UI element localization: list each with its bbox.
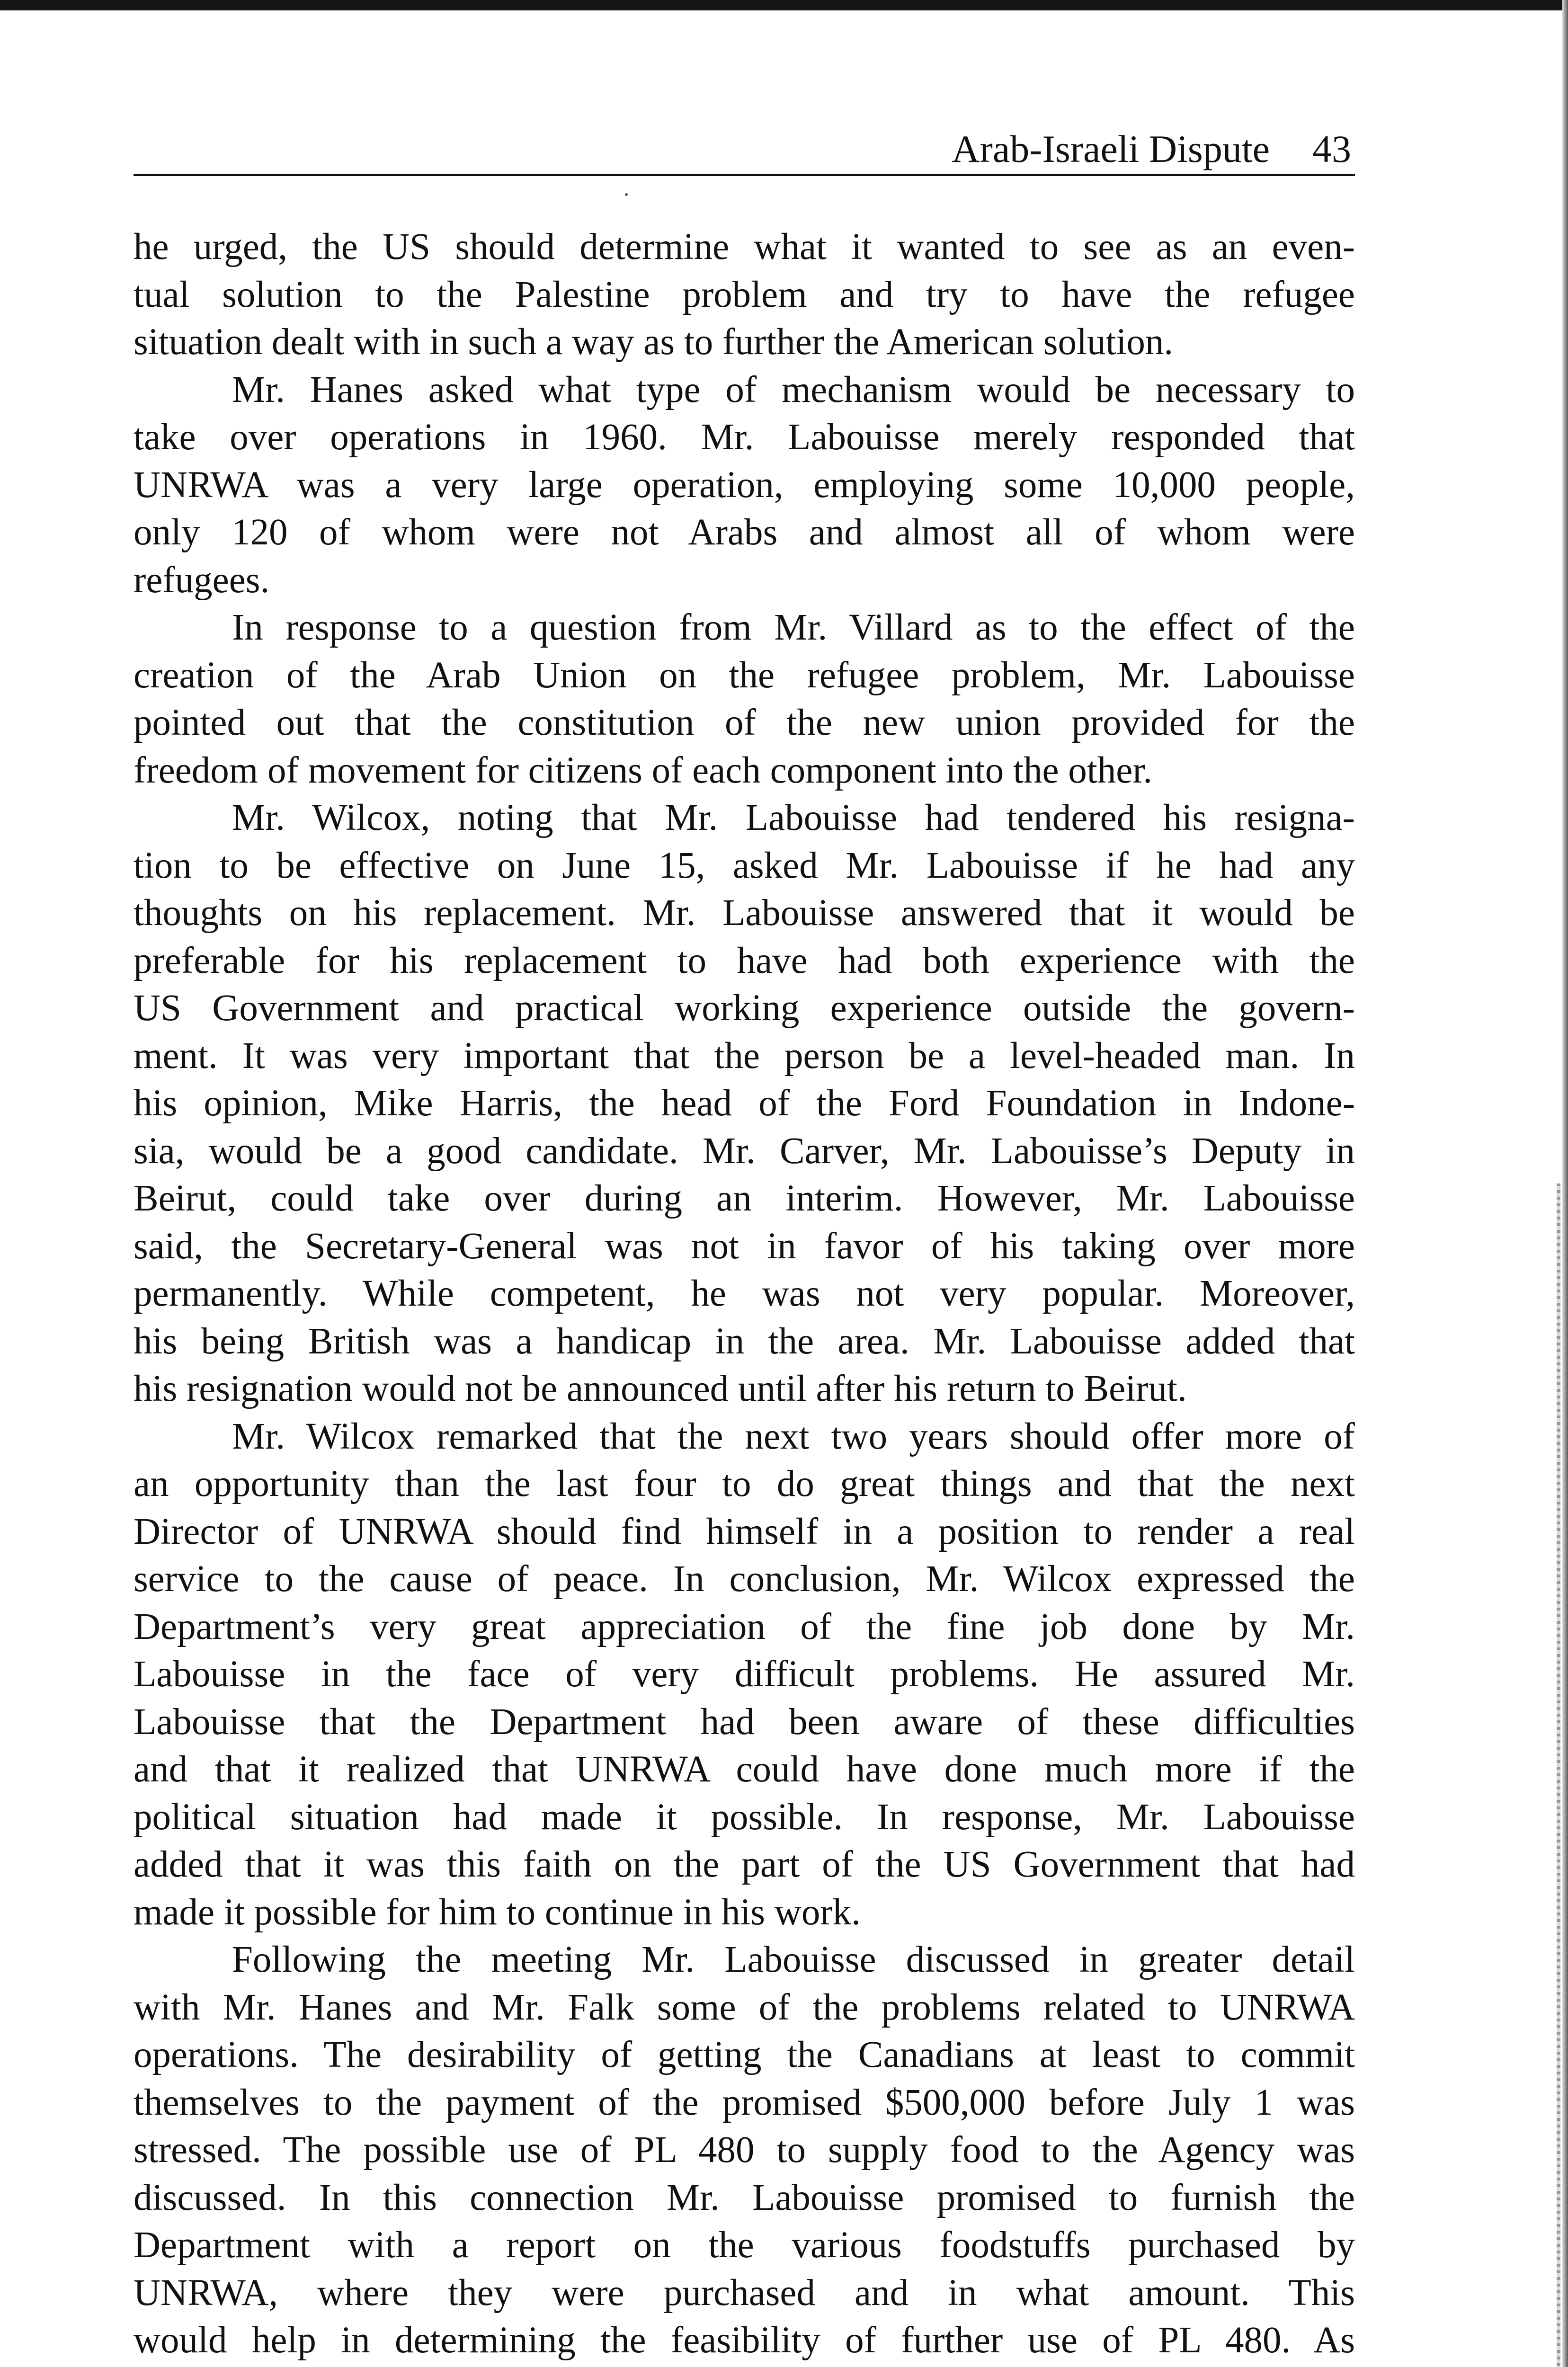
body-line: refugees. <box>134 559 270 601</box>
body-line: Mr. Wilcox, noting that Mr. Labouisse had tendered his resigna- <box>232 797 1355 838</box>
body-line: permanently. While competent, he was not very popular. Moreover, <box>134 1273 1355 1314</box>
body-line: Department with a report on the various foodstuffs purchased by <box>134 2225 1355 2266</box>
header-rule <box>134 174 1355 176</box>
body-line: Following the meeting Mr. Labouisse discussed in greater detail <box>232 1939 1355 1980</box>
body-line: made it possible for him to continue in his work. <box>134 1891 861 1933</box>
running-head-title: Arab-Israeli Dispute <box>952 127 1270 170</box>
body-line: added that it was this faith on the part of the US Government that had <box>134 1844 1355 1885</box>
body-line: service to the cause of peace. In conclusion, Mr. Wilcox expressed the <box>134 1558 1355 1600</box>
body-line: Labouisse in the face of very difficult problems. He assured Mr. <box>134 1654 1355 1695</box>
body-line: Director of UNRWA should find himself in a position to render a real <box>134 1511 1355 1552</box>
body-line: themselves to the payment of the promised $500,000 before July 1 was <box>134 2082 1355 2123</box>
body-line: political situation had made it possible. In response, Mr. Labouisse <box>134 1796 1355 1838</box>
body-line: Department’s very great appreciation of the fine job done by Mr. <box>134 1606 1355 1647</box>
body-line: an opportunity than the last four to do great things and that the next <box>134 1463 1355 1504</box>
body-line: preferable for his replacement to have had both experience with the <box>134 940 1355 981</box>
body-line: his opinion, Mike Harris, the head of the Ford Foundation in Indone- <box>134 1083 1355 1124</box>
body-line: sia, would be a good candidate. Mr. Carver, Mr. Labouisse’s Deputy in <box>134 1130 1355 1172</box>
body-line: freedom of movement for citizens of each component into the other. <box>134 749 1153 791</box>
body-line: his being British was a handicap in the area. Mr. Labouisse added that <box>134 1320 1355 1362</box>
body-line: tion to be effective on June 15, asked Mr. Labouisse if he had any <box>134 845 1355 886</box>
scan-binding-shadow <box>1557 1184 1560 2367</box>
page-number: 43 <box>1312 127 1351 170</box>
running-head <box>134 124 1355 176</box>
body-line: his resignation would not be announced until after his return to Beirut. <box>134 1368 1187 1409</box>
body-line: take over operations in 1960. Mr. Labouisse merely responded that <box>134 417 1355 458</box>
body-line: said, the Secretary-General was not in favor of his taking over more <box>134 1225 1355 1267</box>
body-line: pointed out that the constitution of the new union provided for the <box>134 702 1355 743</box>
body-line: In response to a question from Mr. Villard as to the effect of the <box>232 607 1355 648</box>
body-line: operations. The desirability of getting the Canadians at least to commit <box>134 2034 1355 2075</box>
body-line: Labouisse that the Department had been aware of these difficulties <box>134 1701 1355 1743</box>
body-line: with Mr. Hanes and Mr. Falk some of the problems related to UNRWA <box>134 1986 1355 2028</box>
body-line: creation of the Arab Union on the refugee problem, Mr. Labouisse <box>134 654 1355 696</box>
body-line: Beirut, could take over during an interim. However, Mr. Labouisse <box>134 1178 1355 1219</box>
scan-speck <box>625 193 628 196</box>
body-line: ment. It was very important that the person be a level-headed man. In <box>134 1035 1355 1077</box>
body-line: discussed. In this connection Mr. Labouisse promised to furnish the <box>134 2177 1355 2218</box>
body-line: and that it realized that UNRWA could have done much more if the <box>134 1749 1355 1790</box>
scan-right-edge <box>1562 0 1568 2367</box>
body-line: UNRWA was a very large operation, employing some 10,000 people, <box>134 464 1355 506</box>
scan-top-edge <box>0 0 1568 10</box>
body-line: UNRWA, where they were purchased and in what amount. This <box>134 2272 1355 2314</box>
body-line: would help in determining the feasibility of further use of PL 480. As <box>134 2320 1355 2361</box>
body-line: stressed. The possible use of PL 480 to supply food to the Agency was <box>134 2129 1355 2171</box>
body-line: situation dealt with in such a way as to further the American solution. <box>134 321 1174 363</box>
body-line: tual solution to the Palestine problem and try to have the refugee <box>134 274 1355 315</box>
body-line: Mr. Hanes asked what type of mechanism would be necessary to <box>232 369 1355 410</box>
body-text <box>134 223 1355 2365</box>
body-line: Mr. Wilcox remarked that the next two years should offer more of <box>232 1415 1355 1457</box>
body-line: only 120 of whom were not Arabs and almost all of whom were <box>134 512 1355 553</box>
body-line: he urged, the US should determine what it wanted to see as an even- <box>134 226 1355 267</box>
body-line: US Government and practical working experience outside the govern- <box>134 988 1355 1029</box>
body-line: thoughts on his replacement. Mr. Labouisse answered that it would be <box>134 892 1355 934</box>
